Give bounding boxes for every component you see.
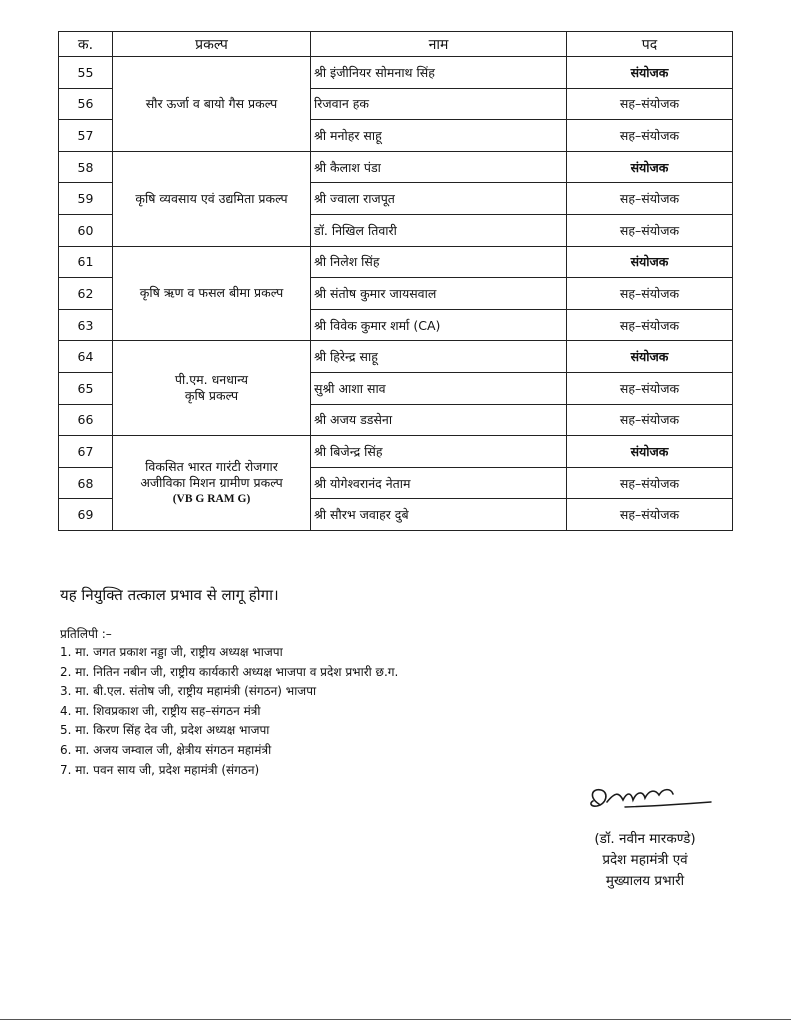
post-cell: सह–संयोजक [567,120,733,152]
person-name-cell: श्री ज्वाला राजपूत [311,183,567,215]
post-cell: सह–संयोजक [567,467,733,499]
table-row [59,57,733,89]
project-name: विकसित भारत गारंटी रोजगार [145,459,278,475]
serial-cell: 69 [59,499,113,531]
signatory-title: प्रदेश महामंत्री एवं [602,852,688,868]
serial-cell: 68 [59,467,113,499]
footer-divider [0,1019,791,1020]
project-cell [113,246,311,341]
cc-item: 3. मा. बी.एल. संतोष जी, राष्ट्रीय महामंत्री (संगठन) भाजपा [60,684,317,699]
project-cell [113,341,311,436]
table-row [59,246,733,278]
signatory-block [560,829,730,892]
signatory-name: (डॉ. नवीन मारकण्डे) [594,831,696,847]
cc-item: 7. मा. पवन साय जी, प्रदेश महामंत्री (संगठन) [60,762,260,777]
person-name-cell: श्री इंजीनियर सोमनाथ सिंह [311,57,567,89]
header-serial: क. [59,32,113,57]
table-header-row [59,32,733,57]
post-cell: सह–संयोजक [567,404,733,436]
project-name: कृषि ऋण व फसल बीमा प्रकल्प [139,285,284,301]
person-name-cell: श्री संतोष कुमार जायसवाल [311,278,567,310]
serial-cell: 67 [59,436,113,468]
table-body [59,57,733,531]
project-cell [113,151,311,246]
person-name-cell: श्री विवेक कुमार शर्मा (CA) [311,309,567,341]
post-cell: सह–संयोजक [567,214,733,246]
header-name: नाम [311,32,567,57]
post-cell: सह–संयोजक [567,183,733,215]
cc-list [60,643,398,780]
cc-heading: प्रतिलिपी :– [60,627,112,641]
post-cell: संयोजक [567,341,733,373]
serial-cell: 58 [59,151,113,183]
project-abbreviation: (VB G RAM G) [172,493,251,506]
post-cell: सह–संयोजक [567,499,733,531]
person-name-cell: श्री अजय डडसेना [311,404,567,436]
project-name: पी.एम. धनधान्य [174,372,249,388]
project-name: कृषि व्यवसाय एवं उद्यमिता प्रकल्प [135,190,288,206]
person-name-cell: श्री मनोहर साहू [311,120,567,152]
post-cell: संयोजक [567,436,733,468]
post-cell: संयोजक [567,246,733,278]
appointment-table [58,31,733,531]
person-name-cell: श्री हिरेन्द्र साहू [311,341,567,373]
project-cell [113,436,311,531]
header-project: प्रकल्प [113,32,311,57]
serial-cell: 59 [59,183,113,215]
serial-cell: 55 [59,57,113,89]
post-cell: संयोजक [567,57,733,89]
post-cell: संयोजक [567,151,733,183]
serial-cell: 61 [59,246,113,278]
serial-cell: 56 [59,88,113,120]
cc-item: 5. मा. किरण सिंह देव जी, प्रदेश अध्यक्ष भाजपा [60,723,270,738]
post-cell: सह–संयोजक [567,309,733,341]
serial-cell: 64 [59,341,113,373]
notice-text: यह नियुक्ति तत्काल प्रभाव से लागू होगा। [60,586,279,604]
project-name: सौर ऊर्जा व बायो गैस प्रकल्प [145,95,278,111]
person-name-cell: रिजवान हक [311,88,567,120]
serial-cell: 65 [59,372,113,404]
serial-cell: 63 [59,309,113,341]
person-name-cell: श्री योगेश्वरानंद नेताम [311,467,567,499]
person-name-cell: श्री सौरभ जवाहर दुबे [311,499,567,531]
serial-cell: 60 [59,214,113,246]
post-cell: सह–संयोजक [567,278,733,310]
cc-item: 2. मा. नितिन नबीन जी, राष्ट्रीय कार्यकारी अध्यक्ष भाजपा व प्रदेश प्रभारी छ.ग. [60,664,399,679]
handwritten-signature [585,782,715,816]
person-name-cell: सुश्री आशा साव [311,372,567,404]
table-row [59,341,733,373]
person-name-cell: श्री निलेश सिंह [311,246,567,278]
person-name-cell: श्री कैलाश पंडा [311,151,567,183]
table-row [59,436,733,468]
signatory-title: मुख्यालय प्रभारी [605,873,685,889]
post-cell: सह–संयोजक [567,88,733,120]
cc-item: 4. मा. शिवप्रकाश जी, राष्ट्रीय सह–संगठन मंत्री [60,703,261,718]
serial-cell: 57 [59,120,113,152]
cc-item: 6. मा. अजय जम्वाल जी, क्षेत्रीय संगठन महामंत्री [60,742,272,757]
project-name: कृषि प्रकल्प [184,388,239,404]
header-post: पद [567,32,733,57]
serial-cell: 62 [59,278,113,310]
post-cell: सह–संयोजक [567,372,733,404]
serial-cell: 66 [59,404,113,436]
project-cell [113,57,311,152]
table-row [59,151,733,183]
cc-item: 1. मा. जगत प्रकाश नड्डा जी, राष्ट्रीय अध्यक्ष भाजपा [60,645,283,659]
project-name: अजीविका मिशन ग्रामीण प्रकल्प [140,475,283,491]
person-name-cell: श्री बिजेन्द्र सिंह [311,436,567,468]
person-name-cell: डॉ. निखिल तिवारी [311,214,567,246]
